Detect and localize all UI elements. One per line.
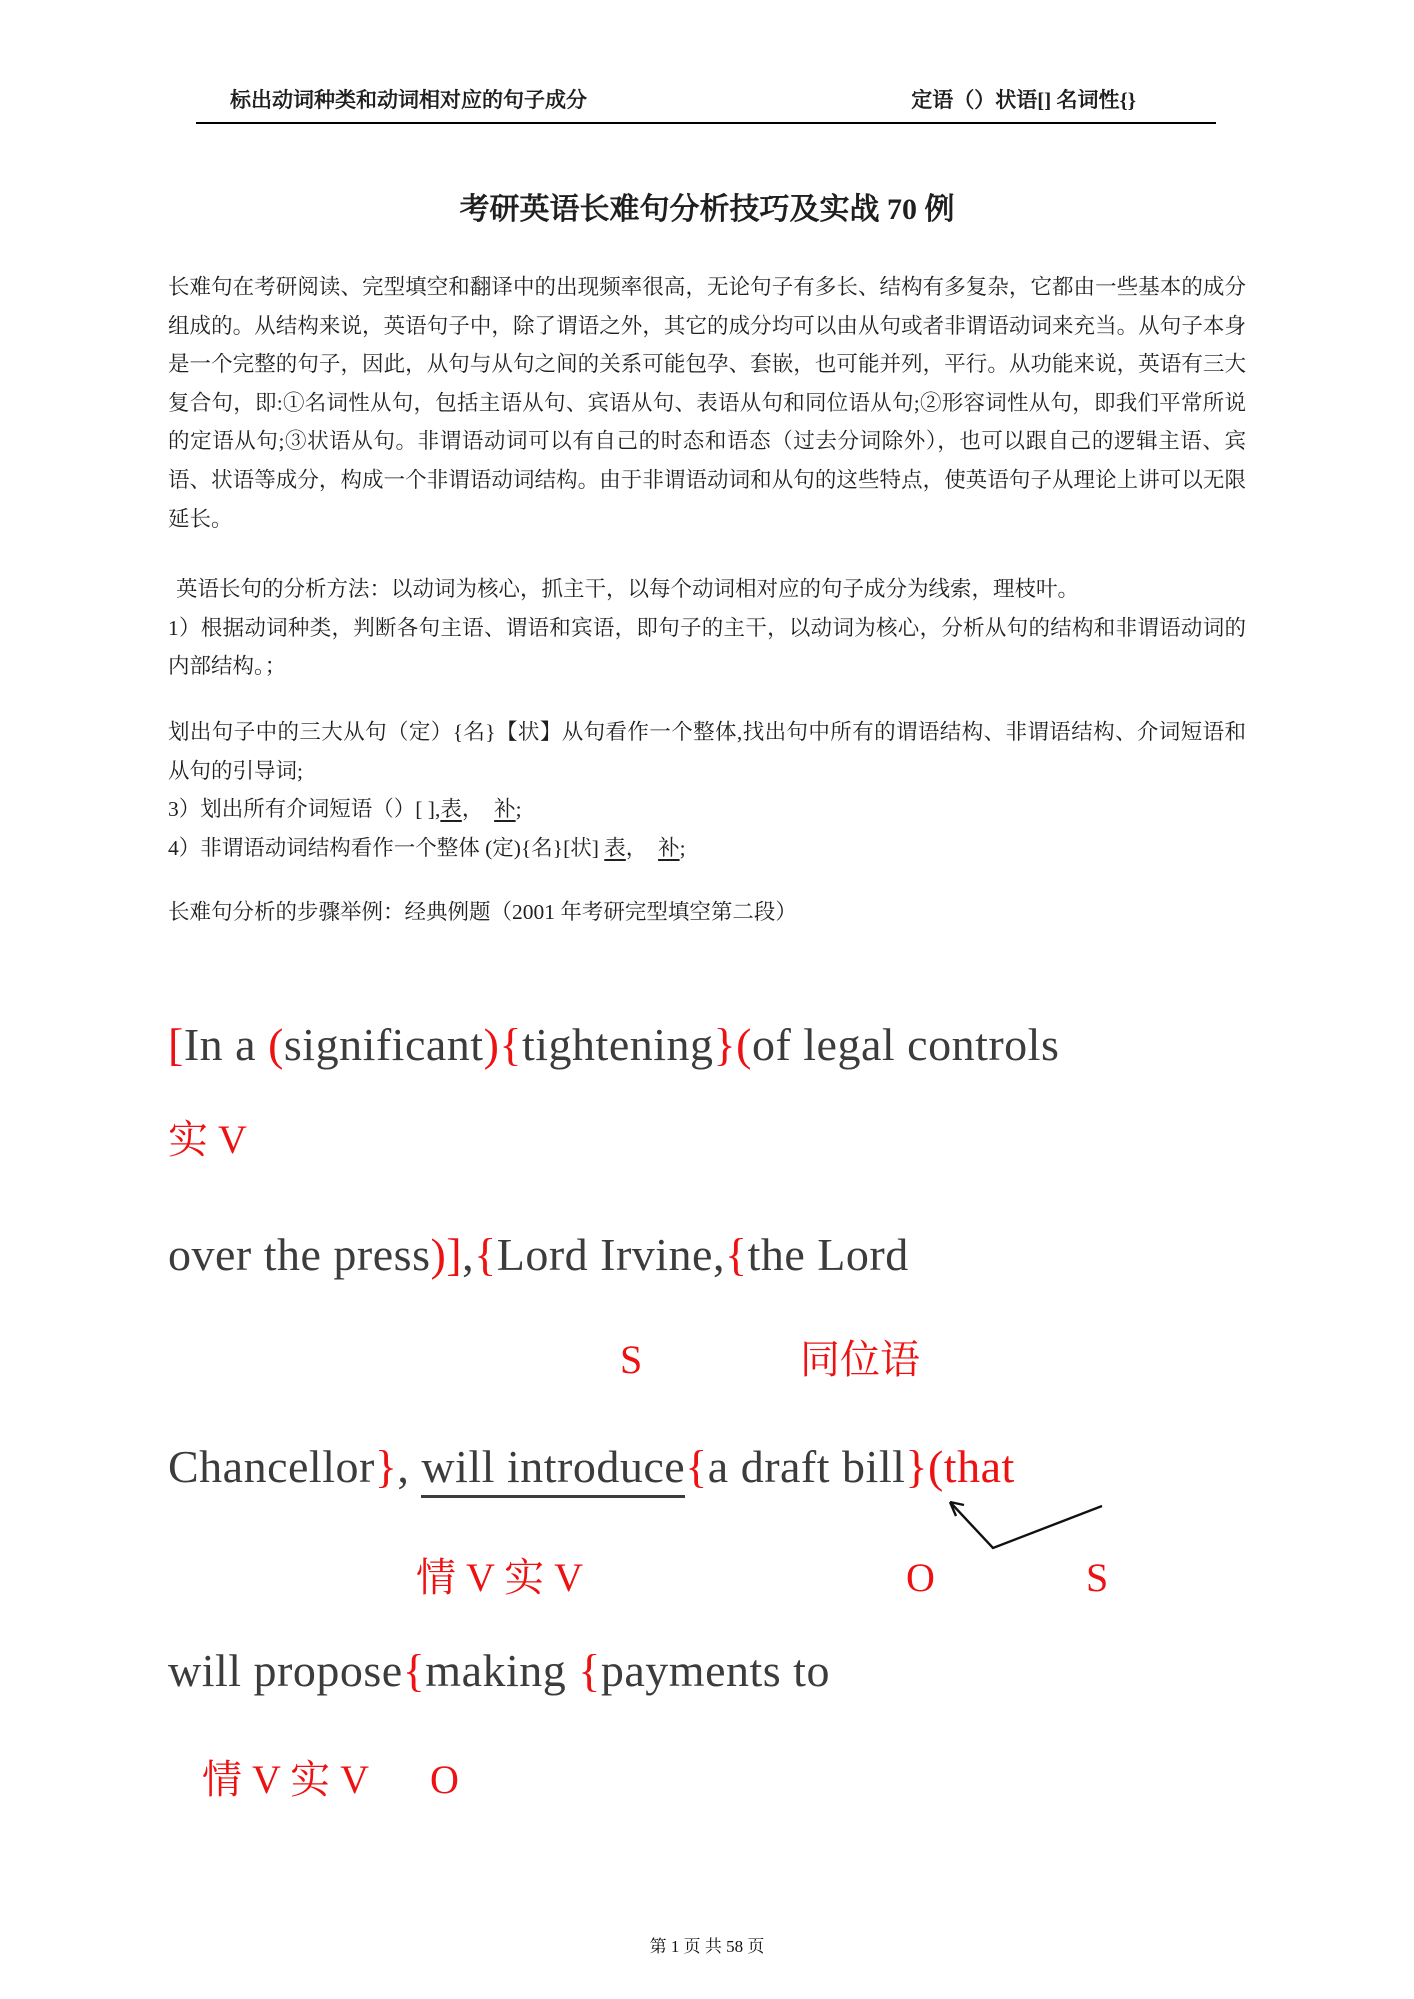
step-4-separator: ， (625, 835, 659, 860)
sentence-text: payments to (600, 1645, 830, 1696)
underlined-predicate: will introduce (421, 1441, 685, 1498)
annotation-label-qing-v-shi-v: 情 V 实 V (202, 1757, 370, 1802)
sentence-line-3 (168, 1441, 1015, 1492)
bracket-open-brace: { (724, 1229, 748, 1280)
annotation-label-s: S (620, 1337, 643, 1382)
step-1-paragraph: 1）根据动词种类，判断各句主语、谓语和宾语，即句子的主干，以动词为核心，分析从句的结构和非谓语动词的内部结构。； (168, 615, 1246, 679)
sentence-text: over the press (168, 1229, 431, 1280)
method-paragraph: 英语长句的分析方法：以动词为核心，抓主干，以每个动词相对应的句子成分为线索，理枝叶。 (176, 577, 1080, 602)
step-3-text: 3）划出所有介词短语（）[ ], (168, 797, 441, 822)
sentence-text: will propose (168, 1645, 403, 1696)
bracket-brace-paren: }( (713, 1019, 752, 1070)
sentence-line-4 (168, 1645, 830, 1696)
sentence-text: a draft bill (707, 1441, 906, 1492)
arrow-graphic (935, 1492, 1115, 1558)
annotation-label-qing-v-shi-v: 情 V 实 V (416, 1555, 584, 1600)
sentence-text: making (425, 1645, 579, 1696)
step-4-text: 4）非谓语动词结构看作一个整体 (定){名}[状] (168, 835, 605, 860)
bracket-close-brace: } (905, 1441, 928, 1492)
document-title: 考研英语长难句分析技巧及实战 70 例 (459, 193, 955, 226)
sentence-text: Lord Irvine, (496, 1229, 725, 1280)
annotation-label-s: S (1086, 1555, 1109, 1600)
sentence-text: tightening (522, 1019, 714, 1070)
step-3-separator: ， (461, 797, 495, 822)
annotation-arrow (935, 1492, 1115, 1558)
step-2-paragraph: 划出句子中的三大从句（定）{名}【状】从句看作一个整体,找出句中所有的谓语结构、非谓语结构、介词短语和从句的引导词; (168, 719, 1246, 783)
bracket-close-brace: } (374, 1441, 398, 1492)
bracket-open-brace: { (578, 1645, 601, 1696)
bracket-open-brace: { (474, 1229, 497, 1280)
header-right-label: 定语（）状语[] 名词性{} (911, 88, 1136, 112)
bracket-open-brace: { (685, 1441, 708, 1492)
intro-paragraph: 长难句在考研阅读、完型填空和翻译中的出现频率很高，无论句子有多长、结构有多复杂，它都由一些基本的成分组成的。从结构来说，英语句子中，除了谓语之外，其它的成分均可以由从句或者非谓语动词来充当。从句子本身是一个完整的句子，因此，从句与从句之间的关系可能包孕、套嵌，也可能并列，平行。从功能来说，英语有三大复合句，即:①名词性从句，包括主语从句、宾语从句、表语从句和同位语从句;②形容词性从句，即我们平常所说的定语从句;③状语从句。非谓语动词可以有自己的时态和语态（过去分词除外），也可以跟自己的逻辑主语、宾语、状语等成分，构成一个非谓语动词结构。由于非谓语动词和从句的这些特点，使英语句子从理论上讲可以无限延长。 (168, 275, 1246, 531)
sentence-text: In a (183, 1019, 269, 1070)
step-3-underlined-bu: 补 (494, 797, 516, 822)
sentence-text: of legal controls (751, 1019, 1060, 1070)
annotation-label-o: O (430, 1757, 459, 1802)
page-header (196, 86, 1216, 115)
header-left-label: 标出动词种类和动词相对应的句子成分 (230, 88, 587, 112)
step-3-underlined-biao: 表 (440, 797, 462, 822)
step-3-paragraph (168, 790, 1246, 829)
sentence-text: Chancellor (168, 1441, 375, 1492)
step-4-paragraph (168, 829, 1246, 868)
step-3-end: ; (515, 797, 522, 822)
step-4-underlined-biao: 表 (604, 835, 626, 860)
page-number-footer: 第 1 页 共 58 页 (649, 1937, 765, 1956)
example-sentence-analysis (168, 1010, 1348, 1870)
annotation-label-o: O (906, 1555, 935, 1600)
bracket-open-paren: ( (268, 1019, 284, 1070)
bracket-open-brace: { (402, 1645, 426, 1696)
sentence-text: , (462, 1229, 475, 1280)
bracket-close-paren-square: )] (430, 1229, 463, 1280)
example-intro-paragraph: 长难句分析的步骤举例：经典例题（2001 年考研完型填空第二段） (168, 900, 797, 925)
annotation-line-shi-v (168, 1117, 247, 1162)
bracket-paren-that: (that (927, 1441, 1015, 1492)
sentence-line-2 (168, 1229, 909, 1280)
bracket-open-square: [ (168, 1019, 184, 1070)
annotation-label: 实 V (168, 1117, 247, 1162)
sentence-text: significant (283, 1019, 484, 1070)
body-text (168, 268, 1246, 932)
sentence-text: , (397, 1441, 422, 1492)
sentence-line-1 (168, 1019, 1060, 1070)
annotation-label-apposition: 同位语 (800, 1337, 920, 1382)
sentence-text: the Lord (747, 1229, 909, 1280)
step-4-end: ; (679, 835, 686, 860)
step-4-underlined-bu: 补 (658, 835, 680, 860)
page-header-rule (196, 86, 1216, 124)
bracket-paren-brace: ){ (483, 1019, 522, 1070)
